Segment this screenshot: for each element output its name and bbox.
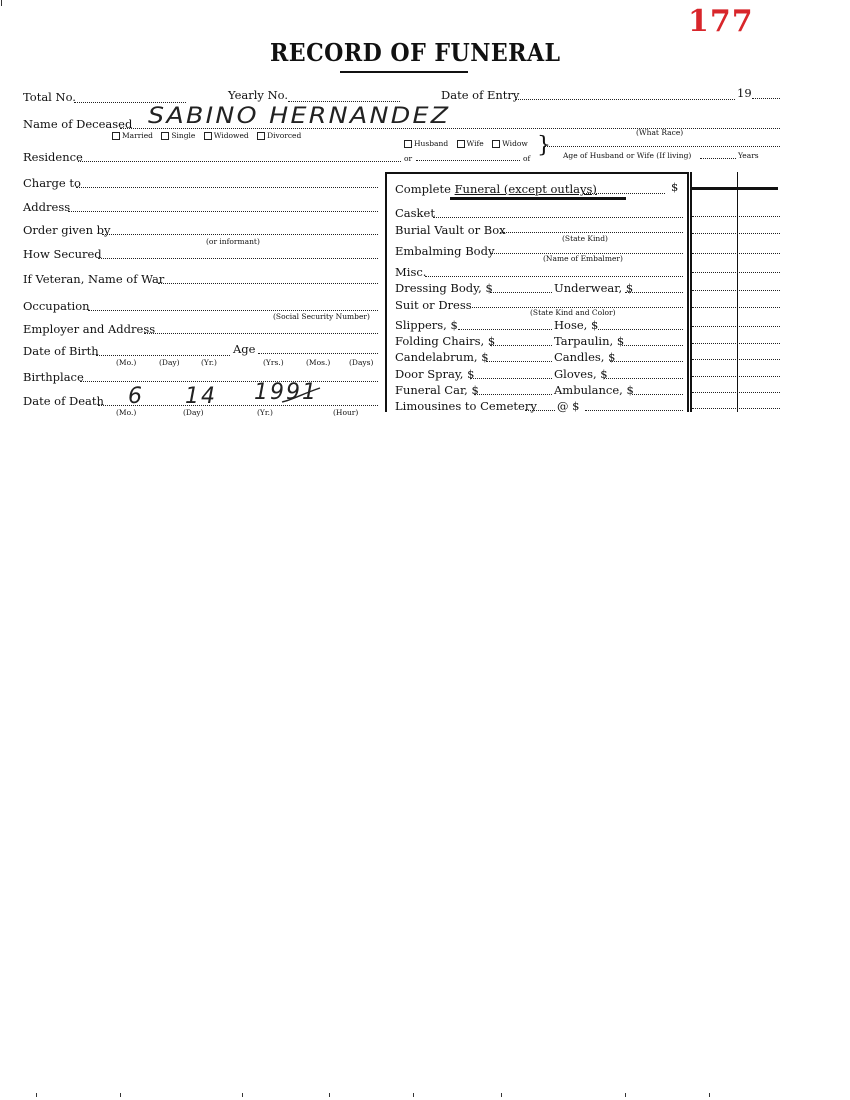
- marital-status-options: [106, 131, 301, 140]
- single-label: Single: [171, 131, 196, 140]
- occupation-line: [88, 310, 378, 311]
- tarpaulin-line: [622, 345, 683, 346]
- wife-checkbox[interactable]: [457, 140, 465, 148]
- slippers-label: Slippers, $: [395, 318, 458, 332]
- death-year-flourish: [280, 386, 322, 406]
- age-spouse-label: Age of Husband or Wife (If living): [563, 151, 692, 160]
- ambulance-line: [632, 394, 683, 395]
- right-box-left-border: [385, 172, 387, 412]
- door-spray-line: [470, 378, 552, 379]
- burial-vault-label: Burial Vault or Box: [395, 223, 506, 237]
- burial-vault-line: [500, 232, 683, 233]
- complete-funeral-dollar: $: [671, 180, 679, 194]
- folding-chairs-line: [490, 345, 552, 346]
- wife-label: Wife: [466, 139, 484, 148]
- candelabrum-line: [486, 361, 552, 362]
- married-label: Married: [122, 131, 153, 140]
- how-secured-label: How Secured: [23, 247, 102, 261]
- birth-month-sub: (Mo.): [116, 358, 137, 367]
- widowed-label: Widowed: [213, 131, 249, 140]
- address-line: [68, 211, 378, 212]
- veteran-line: [158, 283, 378, 284]
- death-year-handwritten: 1991: [254, 380, 318, 405]
- slippers-line: [458, 329, 552, 330]
- total-no-line: [74, 102, 186, 103]
- age-label: Age: [233, 342, 256, 356]
- page-title: RECORD OF FUNERAL: [270, 38, 561, 67]
- residence-line: [78, 161, 401, 162]
- or-line: [416, 160, 520, 161]
- birthplace-label: Birthplace: [23, 370, 84, 384]
- corner-mark: [1, 0, 2, 6]
- funeral-car-line: [474, 394, 552, 395]
- death-hour-sub: (Hour): [333, 408, 359, 417]
- hose-line: [598, 329, 683, 330]
- year-prefix: 19: [737, 86, 752, 100]
- candelabrum-label: Candelabrum, $: [395, 350, 489, 364]
- ssn-label: (Social Security Number): [273, 312, 370, 321]
- right-box-col-divider: [687, 172, 689, 412]
- spouse-brace: }: [537, 133, 551, 158]
- candles-line: [610, 361, 683, 362]
- spouse-options: [398, 139, 528, 148]
- age-spouse-line: [700, 158, 736, 159]
- limousines-label: Limousines to Cemetery: [395, 399, 537, 413]
- funeral-thick-underline: [450, 197, 626, 200]
- how-secured-line: [98, 258, 378, 259]
- employer-label: Employer and Address: [23, 322, 156, 336]
- address-label: Address: [23, 200, 71, 214]
- deceased-name-handwritten: SABINO HERNANDEZ: [148, 104, 451, 129]
- amount-header-thick-line: [690, 187, 778, 190]
- widow-checkbox[interactable]: [492, 140, 500, 148]
- cents-col-divider: [737, 172, 738, 412]
- husband-checkbox[interactable]: [404, 140, 412, 148]
- dressing-body-label: Dressing Body, $: [395, 281, 493, 295]
- underwear-label: Underwear, $: [554, 281, 634, 295]
- age-years-sub: (Yrs.): [263, 358, 284, 367]
- at-line: [585, 410, 683, 411]
- date-of-birth-label: Date of Birth: [23, 344, 99, 358]
- folding-chairs-label: Folding Chairs, $: [395, 334, 496, 348]
- or-informant-label: (or informant): [206, 237, 260, 246]
- name-of-embalmer-label: (Name of Embalmer): [543, 254, 623, 263]
- misc-line: [425, 276, 683, 277]
- race-line: [545, 146, 780, 147]
- divorced-label: Divorced: [267, 131, 302, 140]
- date-of-death-label: Date of Death: [23, 394, 104, 408]
- or-label: or: [404, 154, 413, 163]
- husband-label: Husband: [414, 139, 449, 148]
- limousines-line: [525, 410, 555, 411]
- total-no-label: Total No.: [23, 90, 76, 104]
- of-label: of: [523, 154, 531, 163]
- widowed-checkbox[interactable]: [204, 132, 212, 140]
- birth-day-sub: (Day): [159, 358, 180, 367]
- age-months-sub: (Mos.): [306, 358, 331, 367]
- death-month-sub: (Mo.): [116, 408, 137, 417]
- married-checkbox[interactable]: [112, 132, 120, 140]
- right-box-top-border: [385, 172, 688, 174]
- tarpaulin-label: Tarpaulin, $: [554, 334, 625, 348]
- page-number: 177: [688, 4, 754, 39]
- complete-funeral-line: [583, 193, 665, 194]
- occupation-label: Occupation: [23, 299, 90, 313]
- death-year-sub: (Yr.): [257, 408, 273, 417]
- ambulance-label: Ambulance, $: [554, 383, 634, 397]
- death-day-handwritten: 14: [185, 384, 217, 409]
- order-given-by-line: [102, 234, 378, 235]
- casket-line: [433, 217, 683, 218]
- state-kind-label: (State Kind): [562, 234, 608, 243]
- yearly-no-line: [288, 101, 400, 102]
- single-checkbox[interactable]: [161, 132, 169, 140]
- state-kind-color-label: (State Kind and Color): [530, 308, 616, 317]
- gloves-line: [604, 378, 683, 379]
- years-label: Years: [738, 151, 759, 160]
- year-line: [752, 98, 780, 99]
- date-of-entry-label: Date of Entry: [441, 88, 520, 102]
- veteran-label: If Veteran, Name of War: [23, 272, 165, 286]
- name-of-deceased-label: Name of Deceased: [23, 117, 133, 131]
- hose-label: Hose, $: [554, 318, 599, 332]
- complete-funeral-label: [395, 182, 597, 196]
- funeral-except-outlays-label: Funeral (except outlays): [454, 182, 597, 196]
- candles-label: Candles, $: [554, 350, 616, 364]
- what-race-label: (What Race): [636, 128, 684, 137]
- charge-to-line: [76, 187, 378, 188]
- charge-to-label: Charge to: [23, 176, 81, 190]
- residence-label: Residence: [23, 150, 83, 164]
- embalming-body-label: Embalming Body: [395, 244, 495, 258]
- death-month-handwritten: 6: [128, 384, 144, 409]
- divorced-checkbox[interactable]: [257, 132, 265, 140]
- misc-label: Misc.: [395, 265, 427, 279]
- yearly-no-label: Yearly No.: [228, 88, 289, 102]
- birth-year-sub: (Yr.): [201, 358, 217, 367]
- death-day-sub: (Day): [183, 408, 204, 417]
- casket-label: Casket: [395, 206, 435, 220]
- dressing-body-line: [490, 292, 552, 293]
- complete-label: Complete: [395, 182, 451, 196]
- order-given-by-label: Order given by: [23, 223, 111, 237]
- suit-or-dress-label: Suit or Dress: [395, 298, 472, 312]
- age-line: [258, 353, 378, 354]
- funeral-car-label: Funeral Car, $: [395, 383, 479, 397]
- widow-label: Widow: [502, 139, 528, 148]
- at-label: @ $: [557, 399, 580, 413]
- title-underline: [340, 71, 468, 73]
- employer-line: [144, 333, 378, 334]
- date-of-birth-line: [96, 355, 230, 356]
- date-of-entry-line: [515, 99, 735, 100]
- door-spray-label: Door Spray, $: [395, 367, 475, 381]
- birthplace-line: [80, 381, 378, 382]
- underwear-line: [625, 292, 683, 293]
- gloves-label: Gloves, $: [554, 367, 608, 381]
- age-days-sub: (Days): [349, 358, 374, 367]
